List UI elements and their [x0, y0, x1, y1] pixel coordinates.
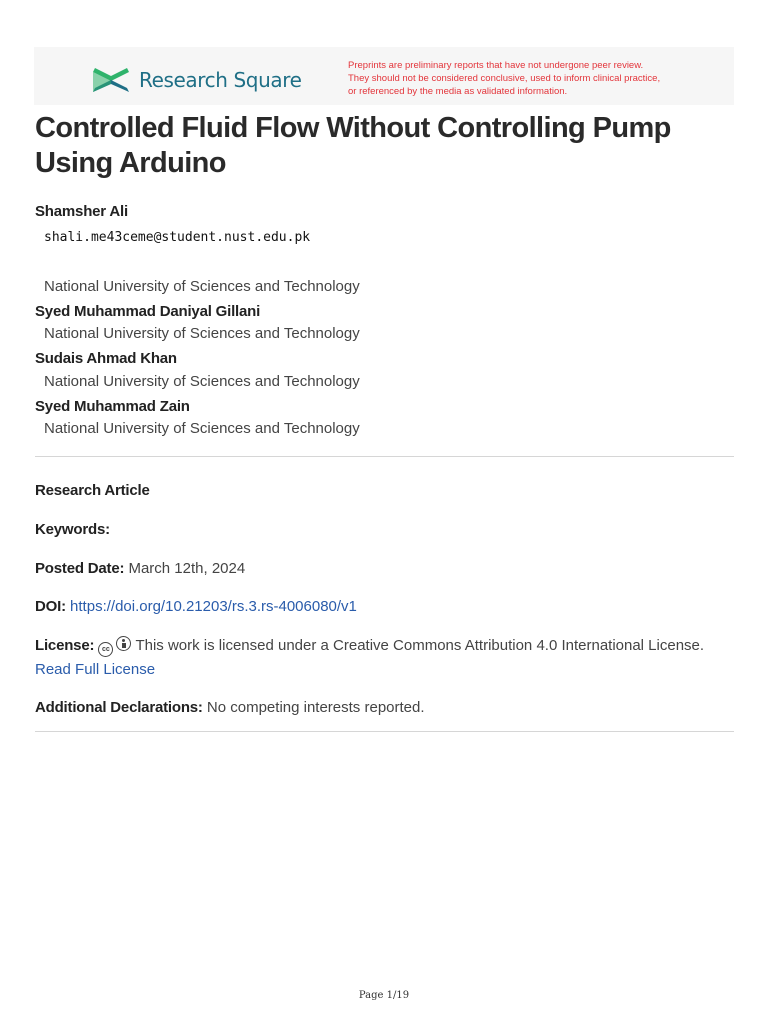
read-full-license-link[interactable]: Read Full License: [35, 661, 156, 678]
declarations-row: [35, 698, 425, 718]
disclaimer-line: They should not be considered conclusive, used to inform clinical practice,: [348, 73, 661, 84]
section-divider: [35, 456, 734, 457]
author-name: Shamsher Ali: [35, 203, 128, 220]
posted-date-row: [35, 559, 245, 579]
license-row: [35, 636, 704, 657]
license-label: License:: [35, 637, 95, 654]
license-text: This work is licensed under a Creative Commons Attribution 4.0 International License.: [135, 637, 705, 654]
author-name: Sudais Ahmad Khan: [35, 350, 177, 367]
cc-icon: cc: [98, 642, 113, 657]
research-square-logo-icon: [93, 64, 131, 96]
page-number: Page 1/19: [358, 990, 410, 1001]
keywords-row: [35, 520, 110, 540]
disclaimer-line: Preprints are preliminary reports that have not undergone peer review.: [348, 60, 644, 71]
declarations-label: Additional Declarations:: [35, 699, 203, 716]
keywords-label: Keywords:: [35, 521, 110, 538]
author-affiliation: National University of Sciences and Technology: [44, 278, 360, 295]
logo-text: Research Square: [139, 68, 302, 92]
declarations-value: No competing interests reported.: [206, 699, 425, 716]
posted-date-label: Posted Date:: [35, 560, 125, 577]
section-divider: [35, 731, 734, 732]
disclaimer-line: or referenced by the media as validated information.: [348, 86, 568, 97]
author-affiliation: National University of Sciences and Technology: [44, 373, 360, 390]
posted-date-value: March 12th, 2024: [128, 560, 246, 577]
by-icon: [116, 636, 131, 651]
article-type-label: Research Article: [35, 482, 150, 499]
author-affiliation: National University of Sciences and Technology: [44, 420, 360, 437]
article-type: [35, 481, 150, 501]
research-square-logo[interactable]: [93, 64, 302, 96]
paper-title: [35, 111, 735, 181]
author-affiliation: National University of Sciences and Technology: [44, 325, 360, 342]
paper-title-line: Using Arduino: [35, 147, 226, 179]
license-link-row: [35, 660, 155, 680]
doi-row: [35, 597, 357, 617]
paper-title-line: Controlled Fluid Flow Without Controlling Pump: [35, 112, 671, 144]
author-email[interactable]: shali.me43ceme@student.nust.edu.pk: [44, 230, 311, 245]
preprint-disclaimer: [348, 59, 733, 98]
doi-label: DOI:: [35, 598, 66, 615]
doi-link[interactable]: https://doi.org/10.21203/rs.3.rs-4006080/v1: [70, 598, 357, 615]
author-name: Syed Muhammad Zain: [35, 398, 190, 415]
author-name: Syed Muhammad Daniyal Gillani: [35, 303, 261, 320]
